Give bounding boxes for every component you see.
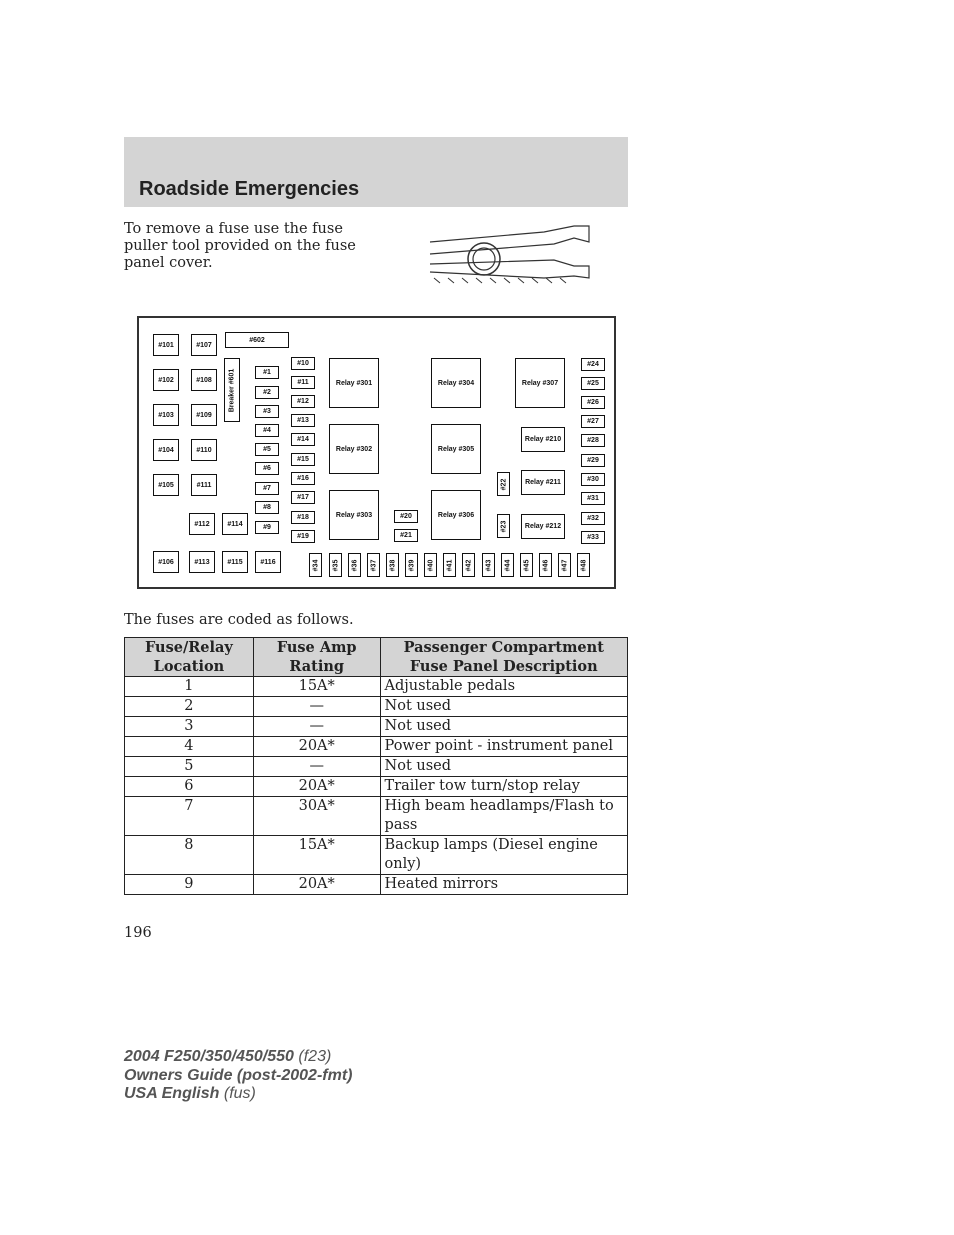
cell-location: 2	[125, 697, 254, 717]
fuse-101: #101	[153, 334, 179, 356]
fuse-45-label: #45	[523, 559, 530, 571]
footer-language: USA English	[124, 1085, 220, 1102]
footer-line-2: Owners Guide (post-2002-fmt)	[124, 1066, 353, 1084]
relay-210: Relay #210	[521, 427, 565, 452]
fuse-41-label: #41	[446, 559, 453, 571]
table-row	[125, 836, 628, 875]
fuse-43-label: #43	[485, 559, 492, 571]
page-number: 196	[124, 925, 152, 941]
fuse-2: #2	[255, 386, 279, 399]
fuse-26: #26	[581, 396, 605, 409]
fuse-102: #102	[153, 369, 179, 391]
fuse-panel-diagram	[137, 316, 616, 589]
cell-description: Trailer tow turn/stop relay	[380, 777, 627, 797]
fuse-602: #602	[225, 332, 289, 348]
fuse-108: #108	[191, 369, 217, 391]
relay-303: Relay #303	[329, 490, 379, 540]
table-row	[125, 677, 628, 697]
fuse-15: #15	[291, 453, 315, 466]
intro-text: To remove a fuse use the fuse puller tool provided on the fuse panel cover.	[124, 221, 356, 271]
cell-description: Not used	[380, 697, 627, 717]
fuse-10: #10	[291, 357, 315, 370]
fuse-14: #14	[291, 433, 315, 446]
fuse-6: #6	[255, 462, 279, 475]
fuse-42-label: #42	[465, 559, 472, 571]
cell-description: Adjustable pedals	[380, 677, 627, 697]
fuse-22-label: #22	[500, 478, 507, 490]
fuse-19: #19	[291, 530, 315, 543]
fuse-115: #115	[222, 551, 248, 573]
cell-location: 7	[125, 797, 254, 836]
cell-description: Backup lamps (Diesel engine only)	[380, 836, 627, 875]
table-row	[125, 777, 628, 797]
relay-212: Relay #212	[521, 514, 565, 539]
fuse-48	[577, 553, 590, 577]
fuse-34	[309, 553, 322, 577]
fuse-16: #16	[291, 472, 315, 485]
fuse-37	[367, 553, 380, 577]
cell-amp: 15A*	[253, 836, 380, 875]
relay-306: Relay #306	[431, 490, 481, 540]
fuse-24: #24	[581, 358, 605, 371]
relay-307: Relay #307	[515, 358, 565, 408]
fuse-104: #104	[153, 439, 179, 461]
cell-location: 6	[125, 777, 254, 797]
cell-location: 1	[125, 677, 254, 697]
fuse-30: #30	[581, 473, 605, 486]
fuse-4: #4	[255, 424, 279, 437]
fuse-18: #18	[291, 511, 315, 524]
fuse-17: #17	[291, 491, 315, 504]
document-footer	[124, 1048, 352, 1104]
fuse-38-label: #38	[389, 559, 396, 571]
cell-location: 9	[125, 875, 254, 895]
cell-description: Heated mirrors	[380, 875, 627, 895]
table-header-row	[125, 638, 628, 677]
fuse-23-label: #23	[500, 520, 507, 532]
fuse-27: #27	[581, 415, 605, 428]
fuse-37-label: #37	[370, 559, 377, 571]
fuse-36-label: #36	[351, 559, 358, 571]
cell-amp: 20A*	[253, 737, 380, 757]
fuse-111: #111	[191, 474, 217, 496]
fuse-45	[520, 553, 533, 577]
header-amp-rating: Fuse Amp Rating	[253, 638, 380, 677]
fuse-40-label: #40	[427, 559, 434, 571]
cell-description: Not used	[380, 757, 627, 777]
breaker-label: Breaker #601	[228, 368, 236, 412]
table-row	[125, 757, 628, 777]
fuse-puller-illustration	[424, 220, 596, 290]
table-row	[125, 737, 628, 757]
section-header	[124, 137, 628, 207]
fuse-13: #13	[291, 414, 315, 427]
fuse-28: #28	[581, 434, 605, 447]
fuse-9: #9	[255, 521, 279, 534]
fuse-34-label: #34	[312, 559, 319, 571]
fuse-109: #109	[191, 404, 217, 426]
fuse-25: #25	[581, 377, 605, 390]
header-description: Passenger Compartment Fuse Panel Description	[380, 638, 627, 677]
cell-amp: —	[253, 757, 380, 777]
fuse-114: #114	[222, 513, 248, 535]
relay-305: Relay #305	[431, 424, 481, 474]
fuse-3: #3	[255, 405, 279, 418]
cell-description: High beam headlamps/Flash to pass	[380, 797, 627, 836]
cell-description: Not used	[380, 717, 627, 737]
cell-location: 8	[125, 836, 254, 875]
footer-model: 2004 F250/350/450/550	[124, 1048, 294, 1065]
cell-amp: 20A*	[253, 875, 380, 895]
fuse-46	[539, 553, 552, 577]
footer-language-code: (fus)	[223, 1085, 256, 1102]
cell-amp: —	[253, 717, 380, 737]
fuse-39-label: #39	[408, 559, 415, 571]
table-row	[125, 875, 628, 895]
fuse-21: #21	[394, 529, 418, 542]
footer-model-code: (f23)	[298, 1048, 332, 1065]
fuse-35	[329, 553, 342, 577]
cell-amp: 15A*	[253, 677, 380, 697]
fuse-11: #11	[291, 376, 315, 389]
breaker-601	[224, 358, 240, 422]
fuse-36	[348, 553, 361, 577]
fuse-39	[405, 553, 418, 577]
fuse-106: #106	[153, 551, 179, 573]
fuse-42	[462, 553, 475, 577]
fuse-8: #8	[255, 501, 279, 514]
fuse-110: #110	[191, 439, 217, 461]
fuse-5: #5	[255, 443, 279, 456]
fuse-32: #32	[581, 512, 605, 525]
fuse-46-label: #46	[542, 559, 549, 571]
cell-location: 3	[125, 717, 254, 737]
fuse-116: #116	[255, 551, 281, 573]
table-row	[125, 697, 628, 717]
fuse-48-label: #48	[580, 559, 587, 571]
fuse-43	[482, 553, 495, 577]
fuse-7: #7	[255, 482, 279, 495]
fuse-41	[443, 553, 456, 577]
cell-amp: —	[253, 697, 380, 717]
fuse-44	[501, 553, 514, 577]
fuse-35-label: #35	[332, 559, 339, 571]
fuse-47-label: #47	[561, 559, 568, 571]
fuse-113: #113	[189, 551, 215, 573]
fuse-38	[386, 553, 399, 577]
cell-description: Power point - instrument panel	[380, 737, 627, 757]
footer-line-3	[124, 1085, 352, 1104]
section-title: Roadside Emergencies	[139, 178, 360, 200]
footer-line-1	[124, 1048, 352, 1067]
table-row	[125, 717, 628, 737]
fuse-40	[424, 553, 437, 577]
fuse-105: #105	[153, 474, 179, 496]
fuse-47	[558, 553, 571, 577]
fuse-31: #31	[581, 492, 605, 505]
relay-301: Relay #301	[329, 358, 379, 408]
cell-amp: 20A*	[253, 777, 380, 797]
relay-211: Relay #211	[521, 470, 565, 495]
cell-location: 4	[125, 737, 254, 757]
fuse-table	[124, 637, 628, 895]
relay-304: Relay #304	[431, 358, 481, 408]
cell-location: 5	[125, 757, 254, 777]
fuse-44-label: #44	[504, 559, 511, 571]
fuse-112: #112	[189, 513, 215, 535]
fuse-103: #103	[153, 404, 179, 426]
fuse-1: #1	[255, 366, 279, 379]
fuse-107: #107	[191, 334, 217, 356]
cell-amp: 30A*	[253, 797, 380, 836]
fuse-22	[497, 472, 510, 496]
fuse-12: #12	[291, 395, 315, 408]
table-caption: The fuses are coded as follows.	[124, 612, 354, 628]
header-location: Fuse/Relay Location	[125, 638, 254, 677]
relay-302: Relay #302	[329, 424, 379, 474]
table-row	[125, 797, 628, 836]
fuse-23	[497, 514, 510, 538]
fuse-29: #29	[581, 454, 605, 467]
fuse-20: #20	[394, 510, 418, 523]
fuse-33: #33	[581, 531, 605, 544]
